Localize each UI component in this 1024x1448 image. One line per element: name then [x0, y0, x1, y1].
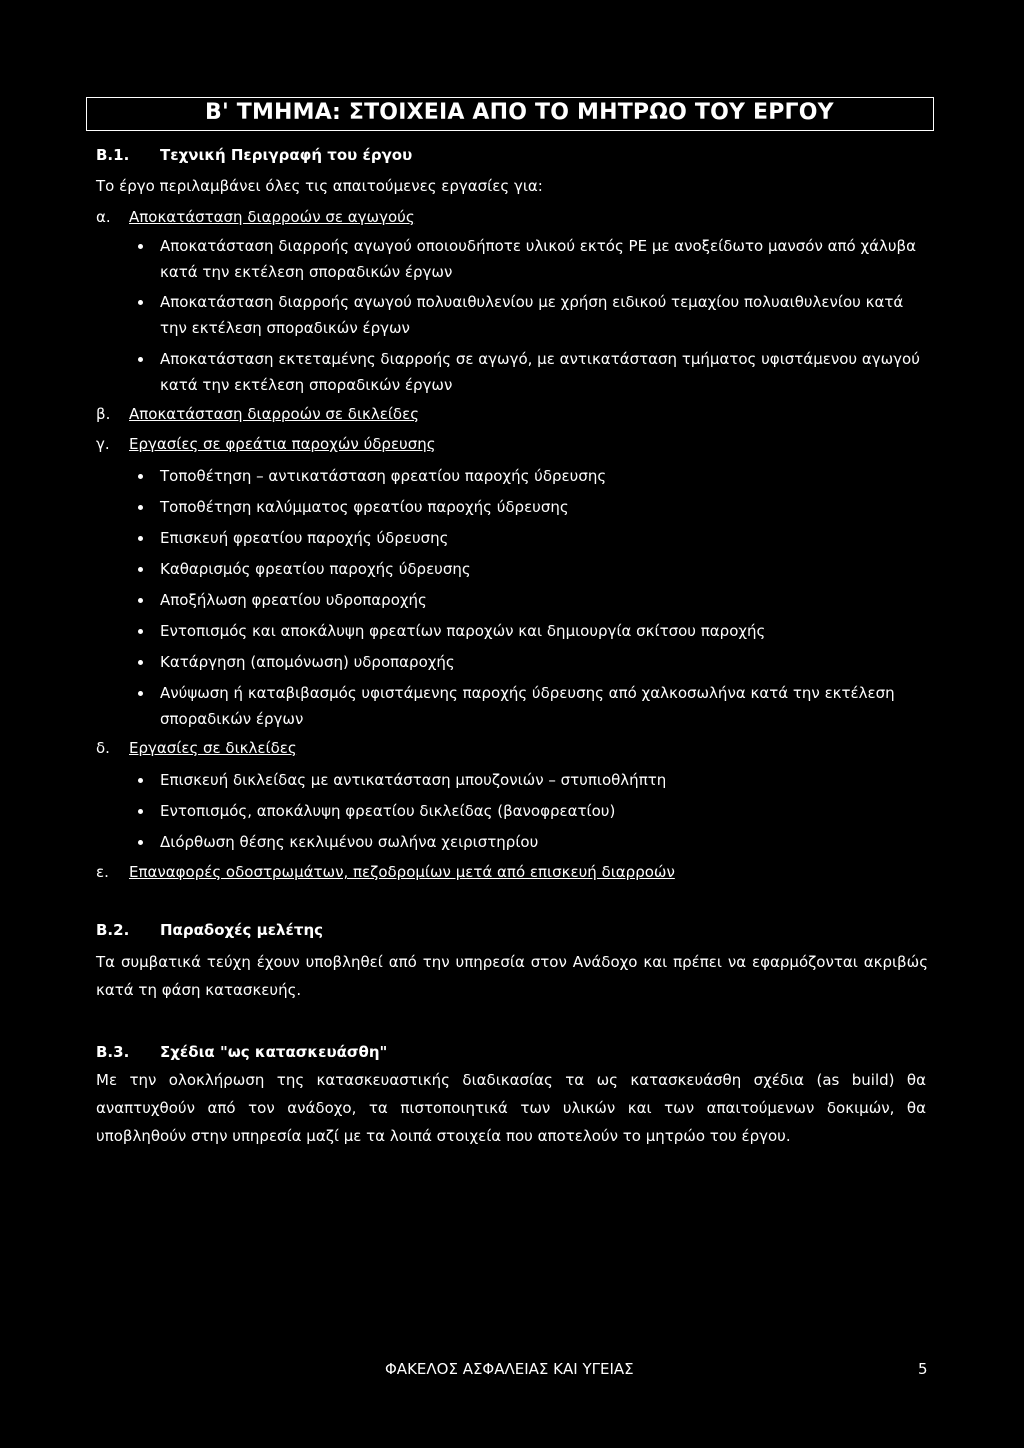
item-e-title: Επαναφορές οδοστρωμάτων, πεζοδρομίων μετά από επισκευή διαρροών	[129, 863, 675, 881]
page-number: 5	[918, 1360, 928, 1378]
list-item: Τοποθέτηση – αντικατάσταση φρεατίου παροχής ύδρευσης	[160, 467, 607, 485]
item-d-title: Εργασίες σε δικλείδες	[129, 739, 297, 757]
bullet-icon	[138, 474, 143, 479]
item-e-marker: ε.	[96, 863, 109, 881]
bullet-icon	[138, 691, 143, 696]
list-item: Καθαρισμός φρεατίου παροχής ύδρευσης	[160, 560, 471, 578]
item-d-marker: δ.	[96, 739, 110, 757]
bullet-icon	[138, 840, 143, 845]
bullet-icon	[138, 357, 143, 362]
list-item-line: Αποκατάσταση διαρροής αγωγού οποιουδήποτε υλικού εκτός PE με ανοξείδωτο μανσόν από χάλυβα	[160, 237, 917, 255]
item-c-marker: γ.	[96, 435, 110, 453]
list-item: Επισκευή φρεατίου παροχής ύδρευσης	[160, 529, 449, 547]
bullet-icon	[138, 244, 143, 249]
item-b-marker: β.	[96, 405, 111, 423]
bullet-icon	[138, 809, 143, 814]
item-a-marker: α.	[96, 208, 111, 226]
list-item-line: σποραδικών έργων	[160, 710, 304, 728]
bullet-icon	[138, 598, 143, 603]
bullet-icon	[138, 629, 143, 634]
list-item-line: την εκτέλεση σποραδικών έργων	[160, 319, 410, 337]
bullet-icon	[138, 567, 143, 572]
list-item-line: Αποκατάσταση διαρροής αγωγού πολυαιθυλενίου με χρήση ειδικού τεμαχίου πολυαιθυλενίου κατά	[160, 293, 904, 311]
b3-number: Β.3.	[96, 1043, 130, 1061]
bullet-icon	[138, 505, 143, 510]
b1-number: Β.1.	[96, 146, 130, 164]
list-item: Εντοπισμός, αποκάλυψη φρεατίου δικλείδας (βανοφρεατίου)	[160, 802, 616, 820]
item-a-title: Αποκατάσταση διαρροών σε αγωγούς	[129, 208, 415, 226]
b2-number: Β.2.	[96, 921, 130, 939]
item-c-title: Εργασίες σε φρεάτια παροχών ύδρευσης	[129, 435, 436, 453]
b1-intro: Το έργο περιλαμβάνει όλες τις απαιτούμενες εργασίες για:	[96, 177, 543, 195]
bullet-icon	[138, 778, 143, 783]
list-item: Εντοπισμός και αποκάλυψη φρεατίων παροχών και δημιουργία σκίτσου παροχής	[160, 622, 766, 640]
b2-paragraph: Τα συμβατικά τεύχη έχουν υποβληθεί από την υπηρεσία στον Ανάδοχο και πρέπει να εφαρμόζονται ακριβώς κατά τη φάση κατασκευής.	[96, 953, 928, 999]
list-item: Τοποθέτηση καλύμματος φρεατίου παροχής ύδρευσης	[160, 498, 569, 516]
list-item-line: Ανύψωση ή καταβιβασμός υφιστάμενης παροχής ύδρευσης από χαλκοσωλήνα κατά την εκτέλεση	[160, 684, 895, 702]
list-item-line: κατά την εκτέλεση σποραδικών έργων	[160, 263, 453, 281]
list-item: Αποξήλωση φρεατίου υδροπαροχής	[160, 591, 427, 609]
item-b-title: Αποκατάσταση διαρροών σε δικλείδες	[129, 405, 420, 423]
list-item-line: Αποκατάσταση εκτεταμένης διαρροής σε αγωγό, με αντικατάσταση τμήματος υφιστάμενου αγωγού	[160, 350, 920, 368]
section-title: Β' ΤΜΗΜΑ: ΣΤΟΙΧΕΙΑ ΑΠΟ ΤΟ ΜΗΤΡΩΟ ΤΟΥ ΕΡΓΟΥ	[205, 100, 834, 125]
b3-paragraph: Με την ολοκλήρωση της κατασκευαστικής διαδικασίας τα ως κατασκευάσθη σχέδια (as build) θα αναπτυχθούν από τον ανάδοχο, τα πιστοποιητικά των υλικών και των απαιτούμενων δοκιμών, θα υποβληθούν στην υπηρεσία μαζί με τα λοιπά στοιχεία που αποτελούν το μητρώο του έργου.	[96, 1071, 926, 1145]
bullet-icon	[138, 660, 143, 665]
bullet-icon	[138, 536, 143, 541]
list-item: Διόρθωση θέσης κεκλιμένου σωλήνα χειριστηρίου	[160, 833, 539, 851]
b2-heading: Παραδοχές μελέτης	[160, 921, 324, 939]
footer-label: ΦΑΚΕΛΟΣ ΑΣΦΑΛΕΙΑΣ ΚΑΙ ΥΓΕΙΑΣ	[385, 1360, 634, 1378]
bullet-icon	[138, 300, 143, 305]
list-item: Επισκευή δικλείδας με αντικατάσταση μπουζονιών – στυπιοθλήπτη	[160, 771, 667, 789]
b1-heading: Τεχνική Περιγραφή του έργου	[160, 146, 413, 164]
b3-heading: Σχέδια "ως κατασκευάσθη"	[160, 1043, 388, 1061]
list-item: Κατάργηση (απομόνωση) υδροπαροχής	[160, 653, 455, 671]
list-item-line: κατά την εκτέλεση σποραδικών έργων	[160, 376, 453, 394]
